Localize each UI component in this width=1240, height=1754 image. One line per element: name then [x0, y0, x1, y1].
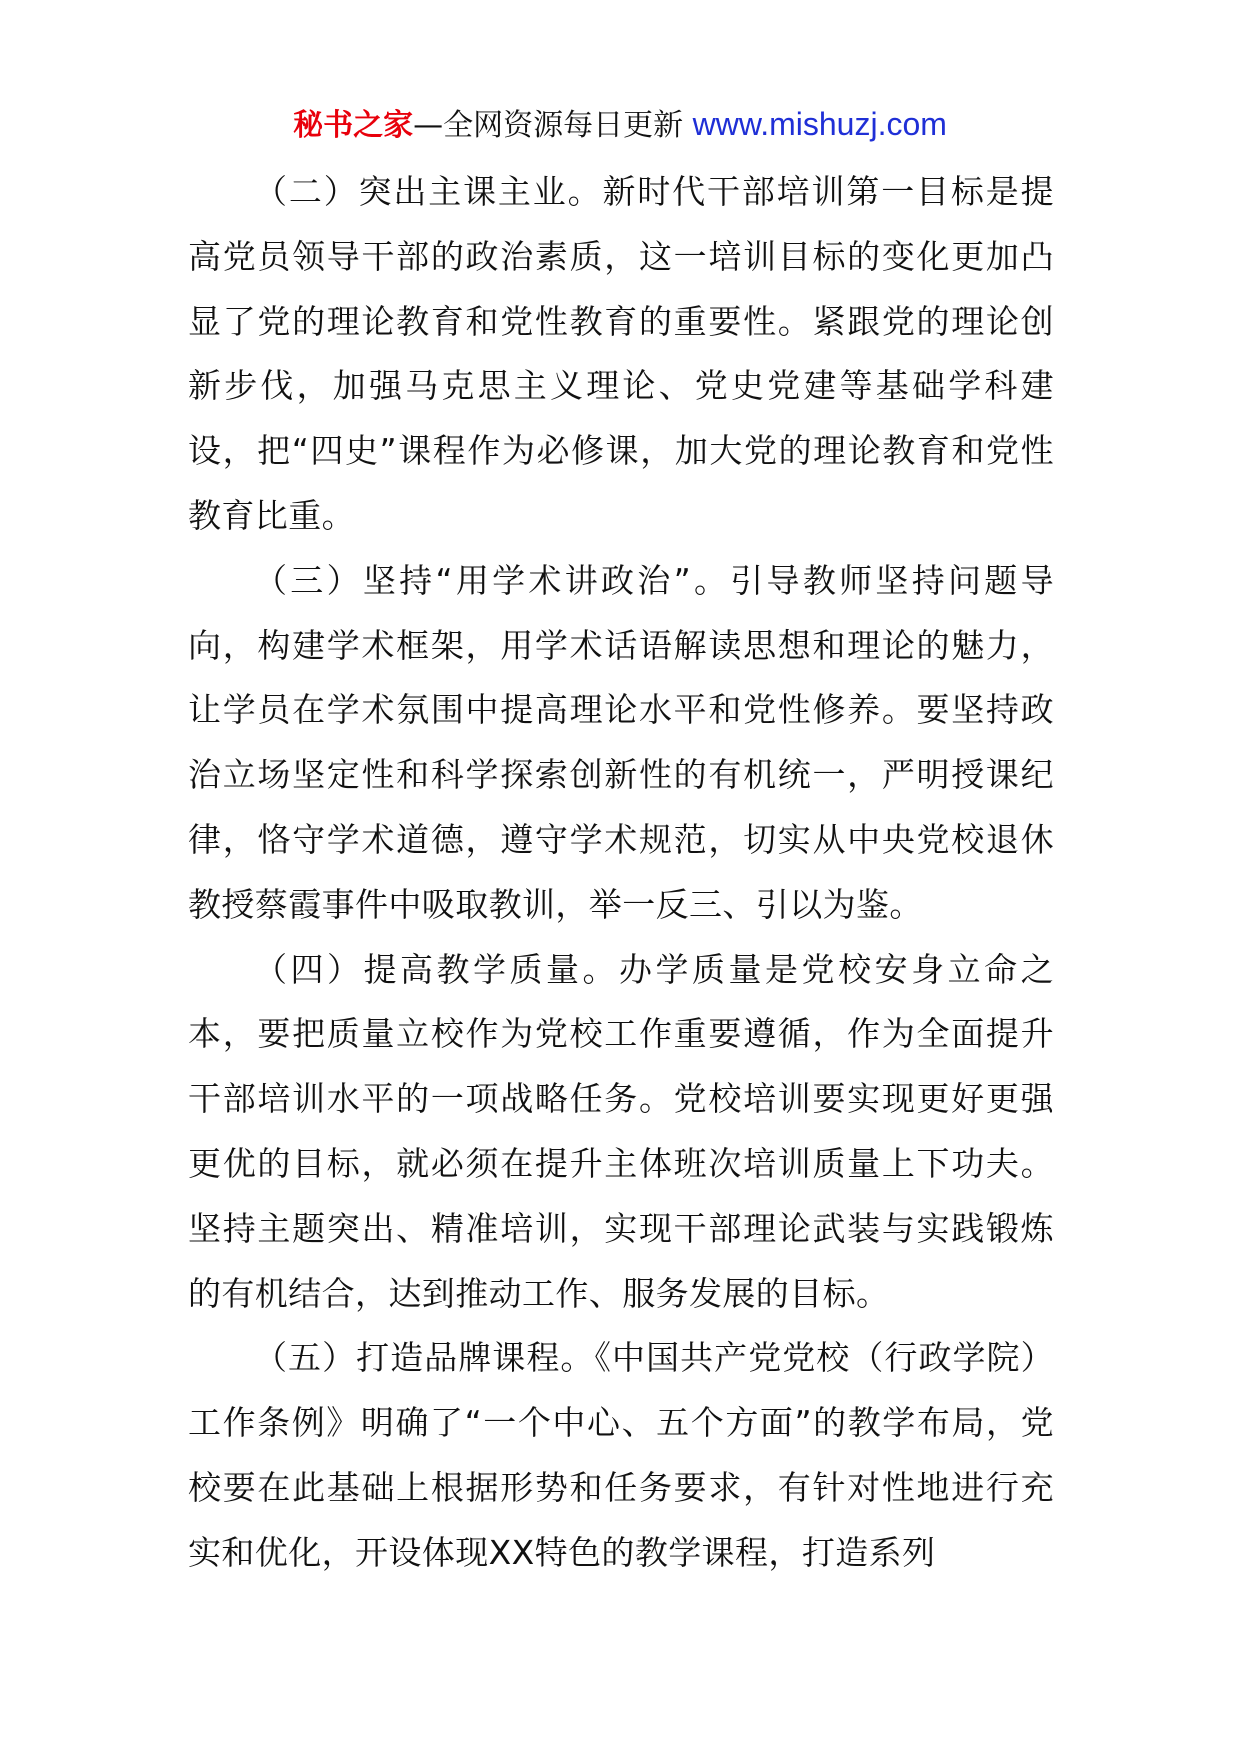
brand-name: 秘书之家	[293, 108, 414, 143]
document-body	[188, 160, 1054, 1586]
page-header	[0, 100, 1240, 150]
site-url-link[interactable]: www.mishuzj.com	[692, 106, 947, 142]
paragraph-2: （二）突出主课主业。新时代干部培训第一目标是提高党员领导干部的政治素质，这一培训目标的变化更加凸显了党的理论教育和党性教育的重要性。紧跟党的理论创新步伐，加强马克思主义理论、党史党建等基础学科建设，把“四史”课程作为必修课，加大党的理论教育和党性教育比重。	[188, 172, 1054, 535]
paragraph-3: （三）坚持“用学术讲政治”。引导教师坚持问题导向，构建学术框架，用学术话语解读思想和理论的魅力，让学员在学术氛围中提高理论水平和党性修养。要坚持政治立场坚定性和科学探索创新性的有机统一，严明授课纪律，恪守学术道德，遵守学术规范，切实从中央党校退休教授蔡霞事件中吸取教训，举一反三、引以为鉴。	[188, 560, 1054, 924]
header-tagline: —全网资源每日更新	[413, 108, 693, 143]
paragraph-5: （五）打造品牌课程。《中国共产党党校（行政学院）工作条例》明确了“一个中心、五个方面”的教学布局，党校要在此基础上根据形势和任务要求，有针对性地进行充实和优化，开设体现XX特色的教学课程，打造系列	[188, 1338, 1054, 1572]
paragraph-4: （四）提高教学质量。办学质量是党校安身立命之本，要把质量立校作为党校工作重要遵循，作为全面提升干部培训水平的一项战略任务。党校培训要实现更好更强更优的目标，就必须在提升主体班次培训质量上下功夫。坚持主题突出、精准培训，实现干部理论武装与实践锻炼的有机结合，达到推动工作、服务发展的目标。	[188, 949, 1054, 1313]
